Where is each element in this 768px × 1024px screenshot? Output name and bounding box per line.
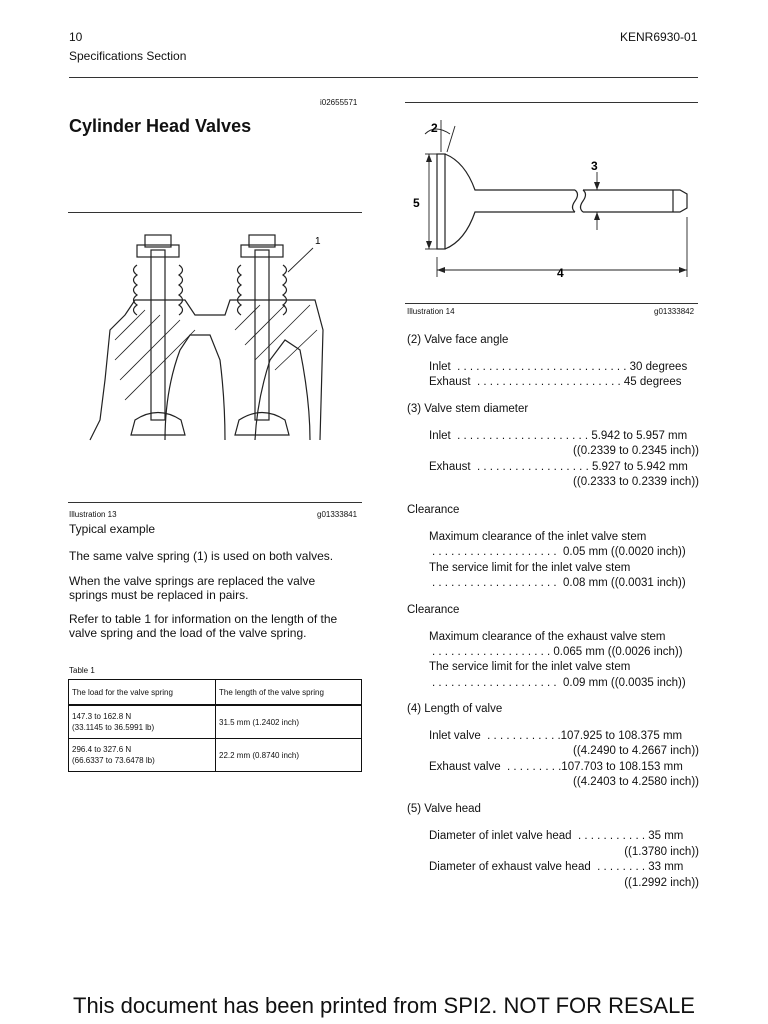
title-rule — [68, 212, 362, 213]
clearance-exhaust-heading: Clearance — [407, 604, 460, 616]
valve-length-exhaust: Exhaust valve . . . . . . . . .107.703 to 108.153 mm — [429, 761, 683, 773]
illustration-14-top-rule — [405, 102, 698, 103]
header-rule — [69, 77, 698, 78]
paragraph-1: The same valve spring (1) is used on both valves. — [69, 549, 334, 563]
clearance-exhaust-limit-value: . . . . . . . . . . . . . . . . . . . . 0.09 mm ((0.0035 inch)) — [432, 677, 686, 689]
table-cell-load — [69, 739, 216, 772]
load-value: 147.3 to 162.8 N — [72, 712, 132, 721]
table-label: Table 1 — [69, 666, 95, 675]
valve-head-inlet-inch: ((1.3780 inch)) — [624, 846, 699, 858]
paragraph-2-line-1: When the valve springs are replaced the valve — [69, 574, 316, 588]
clearance-inlet-heading: Clearance — [407, 504, 460, 516]
valve-length-inlet-inch: ((4.2490 to 4.2667 inch)) — [573, 745, 699, 757]
clearance-inlet-limit-label: The service limit for the inlet valve stem — [429, 562, 631, 574]
resale-notice: This document has been printed from SPI2. NOT FOR RESALE — [73, 993, 695, 1018]
illustration-13-rule — [68, 502, 362, 503]
section-name: Specifications Section — [69, 49, 187, 63]
callout-2: 2 — [431, 121, 438, 135]
load-value: 296.4 to 327.6 N — [72, 745, 132, 754]
table-cell-load — [69, 705, 216, 739]
load-value-lb: (33.1145 to 36.5991 lb) — [72, 723, 155, 732]
illustration-14-label: Illustration 14 — [407, 307, 455, 316]
figure-caption: Typical example — [69, 522, 156, 536]
clearance-exhaust-max-label: Maximum clearance of the exhaust valve stem — [429, 631, 666, 643]
valve-length-exhaust-inch: ((4.2403 to 4.2580 inch)) — [573, 776, 699, 788]
paragraph-2-line-2: springs must be replaced in pairs. — [69, 588, 249, 602]
illustration-13-code: g01333841 — [317, 510, 358, 519]
valve-head-inlet: Diameter of inlet valve head . . . . . . . . . . . 35 mm — [429, 830, 684, 842]
illustration-14-code: g01333842 — [654, 307, 695, 316]
valve-head-heading: (5) Valve head — [407, 803, 481, 815]
table-header-load: The load for the valve spring — [69, 680, 216, 706]
callout-3: 3 — [591, 159, 598, 173]
valve-spring-table — [68, 679, 362, 772]
face-angle-inlet: Inlet . . . . . . . . . . . . . . . . . . . . . . . . . . . 30 degrees — [429, 361, 688, 373]
illustration-13-label: Illustration 13 — [69, 510, 117, 519]
table-row — [69, 739, 362, 772]
callout-5: 5 — [413, 196, 420, 210]
paragraph-3-line-1: Refer to table 1 for information on the length of the — [69, 612, 338, 626]
cylinder-head-illustration — [85, 230, 325, 445]
page-title: Cylinder Head Valves — [69, 116, 252, 136]
stem-diameter-exhaust: Exhaust . . . . . . . . . . . . . . . . . . 5.927 to 5.942 mm — [429, 461, 688, 473]
callout-1: 1 — [315, 236, 321, 247]
table-header-length: The length of the valve spring — [216, 680, 362, 706]
clearance-exhaust-limit-label: The service limit for the inlet valve stem — [429, 661, 631, 673]
reference-id: i02655571 — [320, 98, 358, 107]
paragraph-3-line-2: valve spring and the load of the valve spring. — [69, 626, 307, 640]
document-id: KENR6930-01 — [620, 30, 698, 44]
valve-length-inlet: Inlet valve . . . . . . . . . . . .107.925 to 108.375 mm — [429, 730, 683, 742]
clearance-inlet-max-label: Maximum clearance of the inlet valve stem — [429, 531, 647, 543]
table-cell-length: 31.5 mm (1.2402 inch) — [216, 705, 362, 739]
callout-4: 4 — [557, 266, 564, 280]
page-number: 10 — [69, 30, 83, 44]
face-angle-heading: (2) Valve face angle — [407, 334, 509, 346]
stem-diameter-heading: (3) Valve stem diameter — [407, 403, 529, 415]
table-row — [69, 705, 362, 739]
clearance-inlet-max-value: . . . . . . . . . . . . . . . . . . . . 0.05 mm ((0.0020 inch)) — [432, 546, 686, 558]
illustration-14-rule — [405, 303, 698, 304]
clearance-exhaust-max-value: . . . . . . . . . . . . . . . . . . . 0.065 mm ((0.0026 inch)) — [432, 646, 683, 658]
valve-dimension-illustration — [405, 112, 700, 292]
stem-diameter-exhaust-inch: ((0.2333 to 0.2339 inch)) — [573, 476, 699, 488]
table-cell-length: 22.2 mm (0.8740 inch) — [216, 739, 362, 772]
table-header-row — [69, 680, 362, 706]
stem-diameter-inlet-inch: ((0.2339 to 0.2345 inch)) — [573, 445, 699, 457]
valve-head-exhaust: Diameter of exhaust valve head . . . . . . . . 33 mm — [429, 861, 684, 873]
clearance-inlet-limit-value: . . . . . . . . . . . . . . . . . . . . 0.08 mm ((0.0031 inch)) — [432, 577, 686, 589]
stem-diameter-inlet: Inlet . . . . . . . . . . . . . . . . . . . . . 5.942 to 5.957 mm — [429, 430, 688, 442]
load-value-lb: (66.6337 to 73.6478 lb) — [72, 756, 155, 765]
valve-head-exhaust-inch: ((1.2992 inch)) — [624, 877, 699, 889]
face-angle-exhaust: Exhaust . . . . . . . . . . . . . . . . . . . . . . . 45 degrees — [429, 376, 682, 388]
valve-length-heading: (4) Length of valve — [407, 703, 503, 715]
